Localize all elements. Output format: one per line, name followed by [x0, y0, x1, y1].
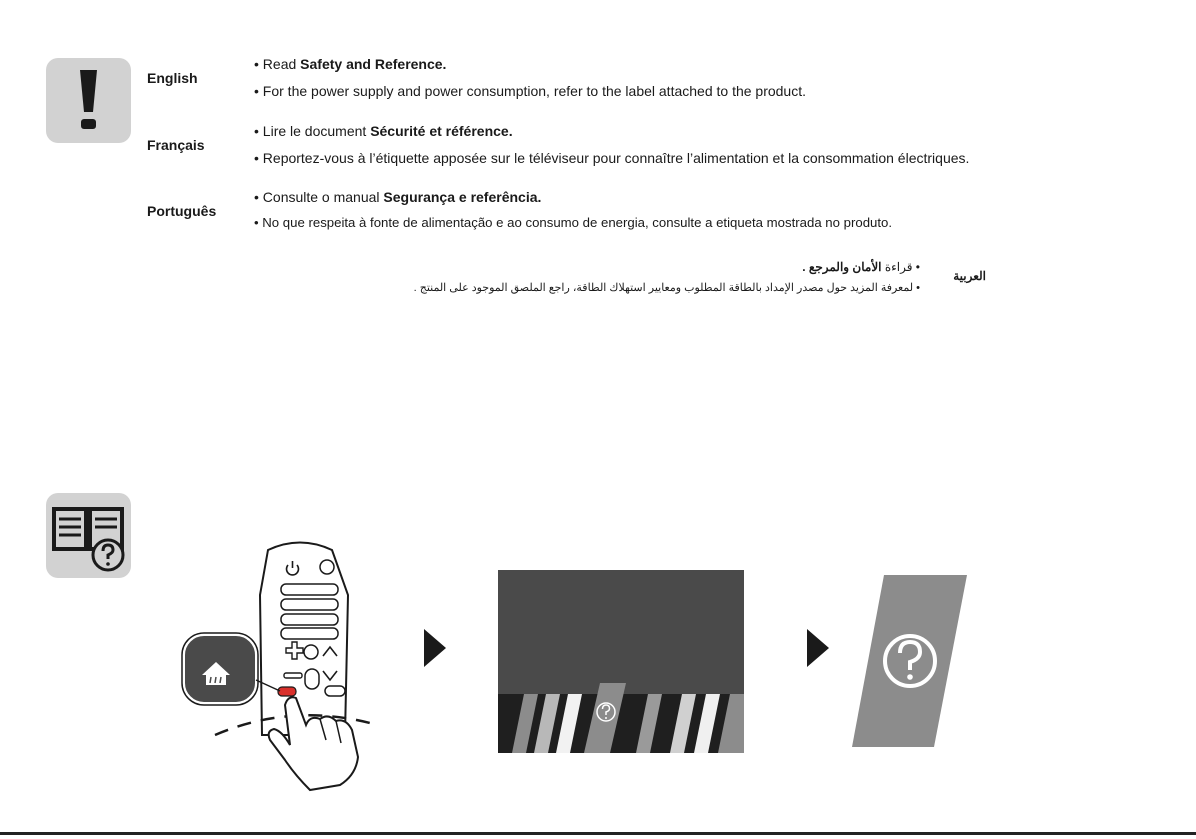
portuguese-line-2: • No que respeita à fonte de alimentação e ao consumo de energia, consulte a etiqueta mostrada no produto. — [254, 215, 893, 230]
portuguese-line-1: • Consulte o manual Segurança e referência. — [254, 189, 542, 205]
language-label-portuguese: Português — [147, 203, 217, 219]
language-label-arabic: العربية — [953, 269, 986, 283]
arabic-line-1: • قراءة الأمان والمرجع . — [802, 260, 920, 274]
tv-screen — [498, 570, 744, 753]
exclamation-icon — [46, 58, 131, 143]
language-label-french: Français — [147, 137, 205, 153]
remote-illustration — [160, 535, 420, 795]
english-line-1: • Read Safety and Reference. — [254, 56, 447, 72]
warning-icon-box — [46, 58, 131, 143]
english-line-2: • For the power supply and power consumption, refer to the label attached to the product. — [254, 83, 807, 99]
remote-home-button — [278, 687, 296, 696]
french-line-2: • Reportez-vous à l’étiquette apposée sur le téléviseur pour connaître l’alimentation et la consommation électriques. — [254, 150, 970, 166]
help-tile — [850, 575, 970, 750]
arrow-right-icon — [807, 629, 829, 667]
bottom-rule — [0, 832, 1196, 835]
manual-icon-box — [46, 493, 131, 578]
language-label-english: English — [147, 70, 198, 86]
book-help-icon — [46, 493, 131, 578]
french-line-1: • Lire le document Sécurité et référence. — [254, 123, 513, 139]
arrow-right-icon — [424, 629, 446, 667]
arabic-line-2: • لمعرفة المزيد حول مصدر الإمداد بالطاقة المطلوب ومعايير استهلاك الطاقة، راجع الملصق الموجود على المنتج . — [413, 282, 920, 294]
